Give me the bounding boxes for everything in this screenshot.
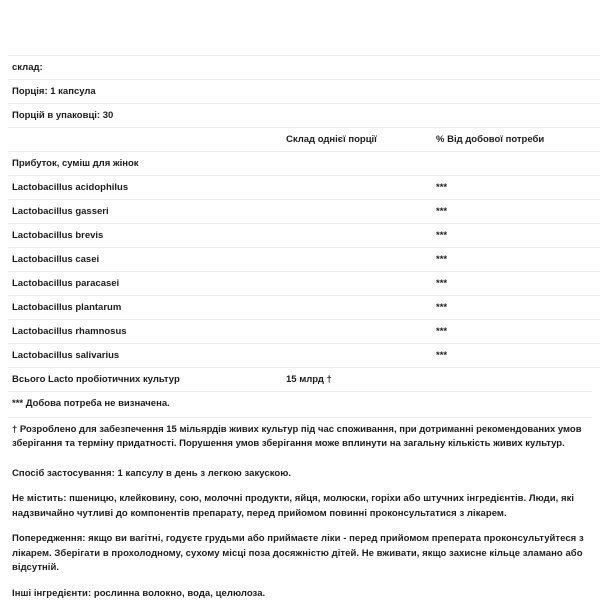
ingredient-name: Lactobacillus plantarum bbox=[8, 296, 282, 320]
blend-title: Прибуток, суміш для жінок bbox=[8, 152, 282, 176]
table-row bbox=[8, 320, 600, 344]
ingredient-daily-value: *** bbox=[432, 344, 600, 368]
total-cultures-daily-value bbox=[432, 368, 600, 392]
ingredient-name: Lactobacillus gasseri bbox=[8, 200, 282, 224]
table-header-row bbox=[8, 128, 600, 152]
ingredient-name: Lactobacillus rhamnosus bbox=[8, 320, 282, 344]
column-header-daily-value: % Від добової потреби bbox=[432, 128, 600, 152]
blend-dv-blank bbox=[432, 152, 600, 176]
directions-paragraph: Спосіб застосування: 1 капсулу в день з легкою закускою. bbox=[12, 467, 588, 482]
ingredient-name: Lactobacillus casei bbox=[8, 248, 282, 272]
panel-title-dv-blank bbox=[432, 56, 600, 80]
ingredient-name: Lactobacillus brevis bbox=[8, 224, 282, 248]
footnote-daily-value: *** Добова потреба не визначена. bbox=[8, 391, 592, 417]
table-row bbox=[8, 200, 600, 224]
footnotes bbox=[8, 391, 592, 457]
table-row bbox=[8, 272, 600, 296]
ingredient-daily-value: *** bbox=[432, 248, 600, 272]
table-row-blend-title bbox=[8, 152, 600, 176]
ingredient-name: Lactobacillus acidophilus bbox=[8, 176, 282, 200]
ingredient-daily-value: *** bbox=[432, 224, 600, 248]
total-cultures-label: Всього Lacto пробіотичних культур bbox=[8, 368, 282, 392]
table-row-serving-size bbox=[8, 80, 600, 104]
table-row bbox=[8, 224, 600, 248]
ingredient-amount bbox=[282, 176, 432, 200]
table-row bbox=[8, 176, 600, 200]
blend-amount-blank bbox=[282, 152, 432, 176]
ingredient-amount bbox=[282, 248, 432, 272]
serving-size-amount-blank bbox=[282, 80, 432, 104]
ingredient-amount bbox=[282, 200, 432, 224]
ingredient-name: Lactobacillus paracasei bbox=[8, 272, 282, 296]
ingredient-daily-value: *** bbox=[432, 320, 600, 344]
ingredient-daily-value: *** bbox=[432, 272, 600, 296]
table-row-servings-per-container bbox=[8, 104, 600, 128]
label-body-text bbox=[12, 457, 588, 601]
other-ingredients-paragraph: Інші інгредієнти: рослинна волокно, вода, целюлоза. bbox=[12, 587, 588, 601]
table-row bbox=[8, 296, 600, 320]
ingredient-daily-value: *** bbox=[432, 200, 600, 224]
ingredient-amount bbox=[282, 272, 432, 296]
panel-title-amount-blank bbox=[282, 56, 432, 80]
servings-amount-blank bbox=[282, 104, 432, 128]
footnote-potency: † Розроблено для забезпечення 15 мільярдів живих культур під час споживання, при дотриманні рекомендованих умов зберігання та терміну придатності. Порушення умов зберігання може вплинути на загальну кількість живих культур. bbox=[8, 417, 592, 457]
table-row-total bbox=[8, 368, 600, 392]
ingredient-name: Lactobacillus salivarius bbox=[8, 344, 282, 368]
servings-per-container-label: Порцій в упаковці: 30 bbox=[8, 104, 282, 128]
allergens-paragraph: Не містить: пшеницю, клейковину, сою, молочні продукти, яйця, молюски, горіхи або штучних інгредієнтів. Люди, які надзвичайно чутливі до компонентів препарату, перед прийомом повинні проконсультатися з лікарем. bbox=[12, 492, 588, 521]
ingredient-amount bbox=[282, 296, 432, 320]
ingredient-amount bbox=[282, 344, 432, 368]
table-row bbox=[8, 344, 600, 368]
column-header-amount-per-serving: Склад однієї порції bbox=[282, 128, 432, 152]
serving-size-dv-blank bbox=[432, 80, 600, 104]
table-row-title bbox=[8, 56, 600, 80]
warning-paragraph: Попередження: якщо ви вагітні, годуєте грудьми або приймаєте ліки - перед прийомом преперата проконсультуйтеся з лікарем. Зберігати в прохолодному, сухому місці поза досяжністю дітей. Не вживати, якщо захисне кільце зламано або відсутній. bbox=[12, 532, 588, 576]
table-row bbox=[8, 248, 600, 272]
total-cultures-amount: 15 млрд † bbox=[282, 368, 432, 392]
ingredient-daily-value: *** bbox=[432, 296, 600, 320]
serving-size-label: Порція: 1 капсула bbox=[8, 80, 282, 104]
column-header-name bbox=[8, 128, 282, 152]
panel-title: склад: bbox=[8, 56, 282, 80]
ingredient-amount bbox=[282, 320, 432, 344]
servings-dv-blank bbox=[432, 104, 600, 128]
ingredient-amount bbox=[282, 224, 432, 248]
ingredient-daily-value: *** bbox=[432, 176, 600, 200]
supplement-facts-table bbox=[8, 55, 600, 391]
